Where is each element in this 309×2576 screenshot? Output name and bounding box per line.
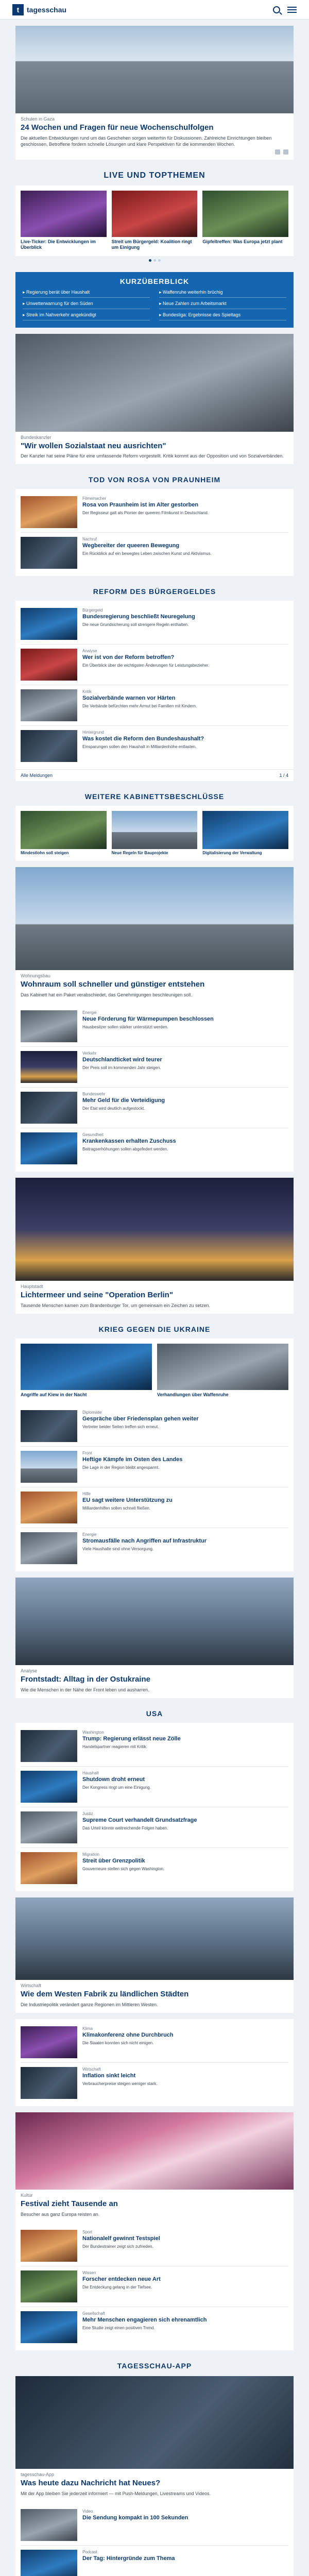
- newsbox-item[interactable]: ▸ Regierung berät über Haushalt: [23, 290, 150, 298]
- list-text: Das Urteil könnte weitreichende Folgen haben.: [82, 1826, 168, 1831]
- berlin-feature[interactable]: [15, 1178, 294, 1314]
- list-meta: Hintergrund: [82, 730, 104, 735]
- list-meta: Klima: [82, 2026, 93, 2031]
- list-text: Der Preis soll im kommenden Jahr steigen.: [82, 1065, 161, 1071]
- list-meta: Justiz: [82, 1811, 93, 1817]
- section-title-app: TAGESSCHAU-APP: [117, 2362, 192, 2370]
- list-title[interactable]: Der Tag: Hintergründe zum Thema: [82, 2555, 175, 2562]
- carousel-item[interactable]: [202, 191, 288, 251]
- ukraine-feature-meta: Analyse: [21, 1668, 38, 1674]
- content-column: [15, 26, 294, 2576]
- list-item[interactable]: [21, 1047, 288, 1088]
- search-icon[interactable]: [273, 6, 280, 13]
- top-bar: [0, 0, 309, 20]
- list-meta: Diplomatie: [82, 1410, 102, 1415]
- list-meta: Nachruf: [82, 537, 97, 542]
- crowd-text: Besucher aus ganz Europa reisten an.: [21, 2211, 100, 2217]
- ukraine-feature-title[interactable]: Frontstadt: Alltag in der Ostukraine: [21, 1675, 150, 1684]
- cabinet-feature-image[interactable]: [15, 867, 294, 970]
- list-image[interactable]: [21, 2270, 77, 2302]
- list-item[interactable]: [21, 2266, 288, 2307]
- list-text: Einsparungen sollen den Haushalt in Milliardenhöhe entlasten.: [82, 744, 197, 750]
- ukraine-feature[interactable]: [15, 1578, 294, 1698]
- newsbox-title: KURZÜBERBLICK: [119, 277, 190, 285]
- list-item[interactable]: [21, 604, 288, 645]
- list-text: Milliardenhilfen sollen schnell fließen.: [82, 1506, 151, 1511]
- share-icon[interactable]: [275, 149, 280, 155]
- list-title[interactable]: Heftige Kämpfe im Osten des Landes: [82, 1456, 183, 1463]
- feature-meta: Bundeskanzler: [21, 434, 52, 440]
- list-text: Beitragserhöhungen sollen abgefedert werden.: [82, 1147, 168, 1152]
- page-indicator: 1 / 4: [279, 773, 288, 778]
- list-image[interactable]: [21, 1532, 77, 1564]
- list-text: Die neue Grundsicherung soll strengere Regeln enthalten.: [82, 622, 189, 628]
- more-news-list: [15, 2019, 294, 2106]
- more-row: [15, 769, 294, 781]
- cabinet-feature-text: Das Kabinett hat ein Paket verabschiedet, das Genehmigungen beschleunigen soll.: [21, 992, 192, 998]
- section-title-reform: REFORM DES BÜRGERGELDES: [93, 587, 216, 596]
- list-item[interactable]: [21, 1726, 288, 1767]
- newsbox-item[interactable]: ▸ Unwetterwarnung für den Süden: [23, 301, 150, 309]
- list-item[interactable]: [21, 2226, 288, 2266]
- list-meta: Washington: [82, 1730, 104, 1735]
- app-title[interactable]: Was heute dazu Nachricht hat Neues?: [21, 2479, 161, 2488]
- ukraine-feature-image[interactable]: [15, 1578, 294, 1665]
- newsbox-item[interactable]: ▸ Streik im Nahverkehr angekündigt: [23, 312, 150, 320]
- app-list: [15, 2502, 294, 2576]
- carousel-item[interactable]: [21, 1344, 152, 1398]
- list-item[interactable]: [21, 726, 288, 766]
- list-item[interactable]: [21, 1848, 288, 1888]
- list-image[interactable]: [21, 1730, 77, 1762]
- newsbox-item[interactable]: ▸ Waffenruhe weiterhin brüchig: [159, 290, 286, 298]
- list-title[interactable]: Bundesregierung beschließt Neuregelung: [82, 614, 195, 620]
- list-image[interactable]: [21, 2026, 77, 2058]
- app-text: Mit der App bleiben Sie jederzeit informiert — mit Push-Meldungen, Livestreams und Videos.: [21, 2490, 211, 2496]
- list-image[interactable]: [21, 1771, 77, 1803]
- lead-image[interactable]: [15, 26, 294, 113]
- list-title[interactable]: Nationalelf gewinnt Testspiel: [82, 2235, 160, 2242]
- usa-feature-meta: Wirtschaft: [21, 1983, 42, 1989]
- list-text: Der Bundestrainer zeigt sich zufrieden.: [82, 2244, 153, 2249]
- feature-text: Der Kanzler hat seine Pläne für eine umfassende Reform vorgestellt. Kritik kommt aus der Opposition und von Sozialverbänden.: [21, 453, 284, 459]
- berlin-meta: Hauptstadt: [21, 1284, 43, 1290]
- carousel-text[interactable]: Gipfeltreffen: Was Europa jetzt plant: [202, 239, 283, 245]
- list-image[interactable]: [21, 537, 77, 569]
- list-item[interactable]: [21, 645, 288, 685]
- usa-feature[interactable]: [15, 1897, 294, 2013]
- list-text: Gouverneure stellen sich gegen Washington.: [82, 1867, 165, 1872]
- list-text: Handelspartner reagieren mit Kritik.: [82, 1744, 147, 1750]
- list-image[interactable]: [21, 1410, 77, 1442]
- list-item[interactable]: [21, 2546, 288, 2576]
- list-item[interactable]: [21, 1128, 288, 1168]
- list-text: Der Regisseur galt als Pionier der queeren Filmkunst in Deutschland.: [82, 511, 209, 516]
- list-item[interactable]: [21, 1487, 288, 1528]
- carousel-item[interactable]: [112, 191, 198, 251]
- list-image[interactable]: [21, 1492, 77, 1523]
- carousel-text[interactable]: Angriffe auf Kiew in der Nacht: [21, 1392, 87, 1398]
- app-feature[interactable]: [15, 2376, 294, 2502]
- carousel-text[interactable]: Live-Ticker: Die Entwicklungen im Überblick: [21, 239, 96, 250]
- list-item[interactable]: [21, 2505, 288, 2546]
- newsbox-item[interactable]: ▸ Bundesliga: Ergebnisse des Spieltags: [159, 312, 286, 320]
- list-title[interactable]: Shutdown droht erneut: [82, 1776, 145, 1783]
- carousel-image[interactable]: [21, 1344, 152, 1390]
- list-text: Ein Überblick über die wichtigsten Änderungen für Leistungsbezieher.: [82, 663, 210, 668]
- list-meta: Analyse: [82, 649, 97, 654]
- list-title[interactable]: EU sagt weitere Unterstützung zu: [82, 1497, 173, 1504]
- list-text: Ein Rückblick auf ein bewegtes Leben zwischen Kunst und Aktivismus.: [82, 551, 212, 556]
- list-meta: Migration: [82, 1852, 99, 1857]
- list-text: Der Etat wird deutlich aufgestockt.: [82, 1106, 145, 1111]
- list-title[interactable]: Die Sendung kompakt in 100 Sekunden: [82, 2515, 188, 2521]
- carousel-image[interactable]: [202, 191, 288, 237]
- usa-feature-title[interactable]: Wie dem Westen Fabrik zu ländlichen Städten: [21, 1990, 189, 1999]
- list-item[interactable]: [21, 2307, 288, 2347]
- list-item[interactable]: [21, 1528, 288, 1568]
- list-title[interactable]: Inflation sinkt leicht: [82, 2073, 136, 2079]
- grid-text[interactable]: Mindestlohn soll steigen: [21, 851, 69, 856]
- list-text: Die Lage in der Region bleibt angespannt.: [82, 1465, 160, 1470]
- lead-title[interactable]: 24 Wochen und Fragen für neue Wochenschulfolgen: [21, 123, 214, 132]
- list-text: Eine Studie zeigt einen positiven Trend.: [82, 2325, 155, 2330]
- section-title-usa: USA: [146, 1709, 163, 1718]
- app-image[interactable]: [15, 2376, 294, 2469]
- list-meta: Kritik: [82, 689, 92, 694]
- list-image[interactable]: [21, 608, 77, 640]
- berlin-text: Tausende Menschen kamen zum Brandenburger Tor, um gemeinsam ein Zeichen zu setzen.: [21, 1303, 211, 1309]
- grid-text[interactable]: Neue Regeln für Bauprojekte: [111, 851, 168, 856]
- list-meta: Wissen: [82, 2270, 96, 2276]
- reform-list: [15, 601, 294, 769]
- list-image[interactable]: [21, 649, 77, 681]
- list-text: Viele Haushalte sind ohne Versorgung.: [82, 1547, 154, 1552]
- list-image[interactable]: [21, 1451, 77, 1483]
- list-item[interactable]: [21, 2063, 288, 2103]
- list-image[interactable]: [21, 689, 77, 721]
- list-title[interactable]: Krankenkassen erhalten Zuschuss: [82, 1138, 176, 1145]
- bookmark-icon[interactable]: [283, 149, 288, 155]
- list-title[interactable]: Supreme Court verhandelt Grundsatzfrage: [82, 1817, 197, 1824]
- cabinet-feature-title[interactable]: Wohnraum soll schneller und günstiger entstehen: [21, 980, 205, 989]
- more-link[interactable]: Alle Meldungen: [21, 773, 53, 778]
- section-title-ukraine: KRIEG GEGEN DIE UKRAINE: [98, 1325, 211, 1334]
- list-meta: Filmemacher: [82, 496, 107, 501]
- list-meta: Video: [82, 2509, 93, 2514]
- list-title[interactable]: Wegbereiter der queeren Bewegung: [82, 543, 180, 549]
- list-image[interactable]: [21, 1811, 77, 1843]
- list-image[interactable]: [21, 2509, 77, 2541]
- list-title[interactable]: Sozialverbände warnen vor Härten: [82, 695, 176, 702]
- carousel-item[interactable]: [157, 1344, 288, 1398]
- crowd-meta: Kultur: [21, 2193, 33, 2198]
- newsbox-item[interactable]: ▸ Neue Zahlen zum Arbeitsmarkt: [159, 301, 286, 309]
- list-item[interactable]: [21, 492, 288, 533]
- ukraine-feature-text: Wie die Menschen in der Nähe der Front leben und ausharren.: [21, 1687, 149, 1693]
- list-text: Die Entdeckung gelang in der Tiefsee.: [82, 2284, 152, 2290]
- list-item[interactable]: [21, 1406, 288, 1447]
- list-text: Die Staaten konnten sich nicht einigen.: [82, 2040, 154, 2045]
- list-title[interactable]: Klimakonferenz ohne Durchbruch: [82, 2032, 174, 2039]
- share-row: [15, 147, 294, 155]
- list-title[interactable]: Mehr Geld für die Verteidigung: [82, 1097, 165, 1104]
- list-meta: Gesellschaft: [82, 2311, 106, 2316]
- lead-text: Die aktuellen Entwicklungen rund um das Geschehen sorgen weiterhin für Diskussionen. Zahlreiche Einrichtungen bleiben geschlossen, Betroffene fordern schnelle Lösungen und klare Perspektiven für die kommenden Wochen.: [21, 135, 272, 147]
- list-image[interactable]: [21, 496, 77, 528]
- list-item[interactable]: [21, 685, 288, 726]
- list-meta: Energie: [82, 1010, 97, 1015]
- grid-image[interactable]: [21, 811, 107, 849]
- list-meta: Gesundheit: [82, 1132, 104, 1138]
- list-item[interactable]: [21, 1767, 288, 1807]
- lead-meta: Schulen in Gaza: [21, 116, 55, 122]
- feature-teaser[interactable]: [15, 334, 294, 465]
- list-image[interactable]: [21, 1092, 77, 1124]
- list-title[interactable]: Rosa von Praunheim ist im Alter gestorben: [82, 502, 199, 509]
- cabinet-feature[interactable]: [15, 867, 294, 1003]
- cabinet-list: [15, 1003, 294, 1172]
- list-text: Vertreter beider Seiten treffen sich erneut.: [82, 1425, 159, 1430]
- list-item[interactable]: [21, 1807, 288, 1848]
- more-news-list-2: [15, 2223, 294, 2350]
- carousel-image[interactable]: [112, 191, 198, 237]
- carousel-image[interactable]: [157, 1344, 288, 1390]
- crowd-title[interactable]: Festival zieht Tausende an: [21, 2199, 118, 2209]
- list-meta: Verkehr: [82, 1051, 97, 1056]
- list-meta: Haushalt: [82, 1771, 99, 1776]
- live-carousel: [15, 185, 294, 256]
- list-item[interactable]: [21, 533, 288, 573]
- list-meta: Front: [82, 1451, 92, 1456]
- death-list: [15, 489, 294, 576]
- list-item[interactable]: [21, 1088, 288, 1128]
- list-title[interactable]: Stromausfälle nach Angriffen auf Infrastruktur: [82, 1538, 207, 1545]
- list-image[interactable]: [21, 1132, 77, 1164]
- section-title-live: LIVE UND TOPTHEMEN: [104, 171, 205, 180]
- grid-item[interactable]: [202, 811, 288, 856]
- usa-feature-text: Die Industriepolitik verändert ganze Regionen im Mittleren Westen.: [21, 2002, 158, 2008]
- list-item[interactable]: [21, 2022, 288, 2063]
- list-meta: Podcast: [82, 2550, 97, 2555]
- list-title[interactable]: Deutschlandticket wird teurer: [82, 1057, 162, 1063]
- carousel-item[interactable]: [21, 191, 107, 251]
- grid-image[interactable]: [202, 811, 288, 849]
- list-title[interactable]: Trump: Regierung erlässt neue Zölle: [82, 1736, 181, 1742]
- list-image[interactable]: [21, 2311, 77, 2343]
- list-title[interactable]: Was kostet die Reform den Bundeshaushalt?: [82, 736, 204, 742]
- grid-item[interactable]: [21, 811, 107, 856]
- list-meta: Wirtschaft: [82, 2067, 101, 2072]
- list-image[interactable]: [21, 2230, 77, 2262]
- list-text: Der Kongress ringt um eine Einigung.: [82, 1785, 151, 1790]
- cabinet-feature-meta: Wohnungsbau: [21, 973, 50, 979]
- carousel-text[interactable]: Verhandlungen über Waffenruhe: [157, 1392, 229, 1398]
- feature-title[interactable]: "Wir wollen Sozialstaat neu ausrichten": [21, 441, 166, 450]
- feature-image[interactable]: [15, 334, 294, 432]
- berlin-image[interactable]: [15, 1178, 294, 1281]
- list-image[interactable]: [21, 1852, 77, 1884]
- menu-icon[interactable]: [287, 7, 297, 13]
- logo-text[interactable]: tagesschau: [27, 5, 67, 14]
- list-item[interactable]: [21, 1447, 288, 1487]
- lead-teaser[interactable]: [15, 26, 294, 160]
- list-image[interactable]: [21, 1010, 77, 1042]
- carousel-image[interactable]: [21, 191, 107, 237]
- list-title[interactable]: Neue Förderung für Wärmepumpen beschlossen: [82, 1016, 214, 1023]
- logo-icon[interactable]: t: [12, 4, 24, 15]
- list-text: Hausbesitzer sollen stärker unterstützt werden.: [82, 1025, 168, 1030]
- list-meta: Sport: [82, 2230, 93, 2235]
- usa-list: [15, 1723, 294, 1891]
- list-meta: Bundeswehr: [82, 1092, 106, 1097]
- newsbox: [15, 272, 294, 328]
- crowd-feature[interactable]: [15, 2112, 294, 2223]
- usa-feature-image[interactable]: [15, 1897, 294, 1980]
- ukraine-top: [15, 1338, 294, 1403]
- section-title-cabinet: WEITERE KABINETTSBESCHLÜSSE: [84, 792, 225, 801]
- list-text: Verbraucherpreise steigen weniger stark.: [82, 2081, 158, 2086]
- carousel-dots[interactable]: [15, 256, 294, 263]
- list-meta: Hilfe: [82, 1492, 91, 1497]
- list-meta: Bürgergeld: [82, 608, 103, 613]
- list-image[interactable]: [21, 730, 77, 762]
- list-title[interactable]: Gespräche über Friedensplan gehen weiter: [82, 1416, 199, 1422]
- grid-text[interactable]: Digitalisierung der Verwaltung: [202, 851, 262, 856]
- app-meta: tagesschau-App: [21, 2472, 55, 2478]
- section-title-death: TOD VON ROSA VON PRAUNHEIM: [88, 476, 221, 484]
- list-image[interactable]: [21, 2067, 77, 2099]
- list-item[interactable]: [21, 1006, 288, 1047]
- list-title[interactable]: Wer ist von der Reform betroffen?: [82, 654, 175, 661]
- carousel-text[interactable]: Streit um Bürgergeld: Koalition ringt um Einigung: [111, 239, 192, 250]
- ukraine-list: [15, 1403, 294, 1571]
- list-title[interactable]: Streit über Grenzpolitik: [82, 1858, 145, 1865]
- crowd-image[interactable]: [15, 2112, 294, 2190]
- list-image[interactable]: [21, 1051, 77, 1083]
- grid-item[interactable]: [112, 811, 198, 856]
- list-image[interactable]: [21, 2550, 77, 2576]
- list-title[interactable]: Forscher entdecken neue Art: [82, 2276, 161, 2283]
- grid-image[interactable]: [112, 811, 198, 849]
- list-title[interactable]: Mehr Menschen engagieren sich ehrenamtlich: [82, 2317, 207, 2324]
- list-meta: Energie: [82, 1532, 97, 1537]
- cabinet-grid: [15, 806, 294, 861]
- berlin-title[interactable]: Lichtermeer und seine "Operation Berlin": [21, 1291, 173, 1300]
- list-text: Die Verbände befürchten mehr Armut bei Familien mit Kindern.: [82, 704, 197, 709]
